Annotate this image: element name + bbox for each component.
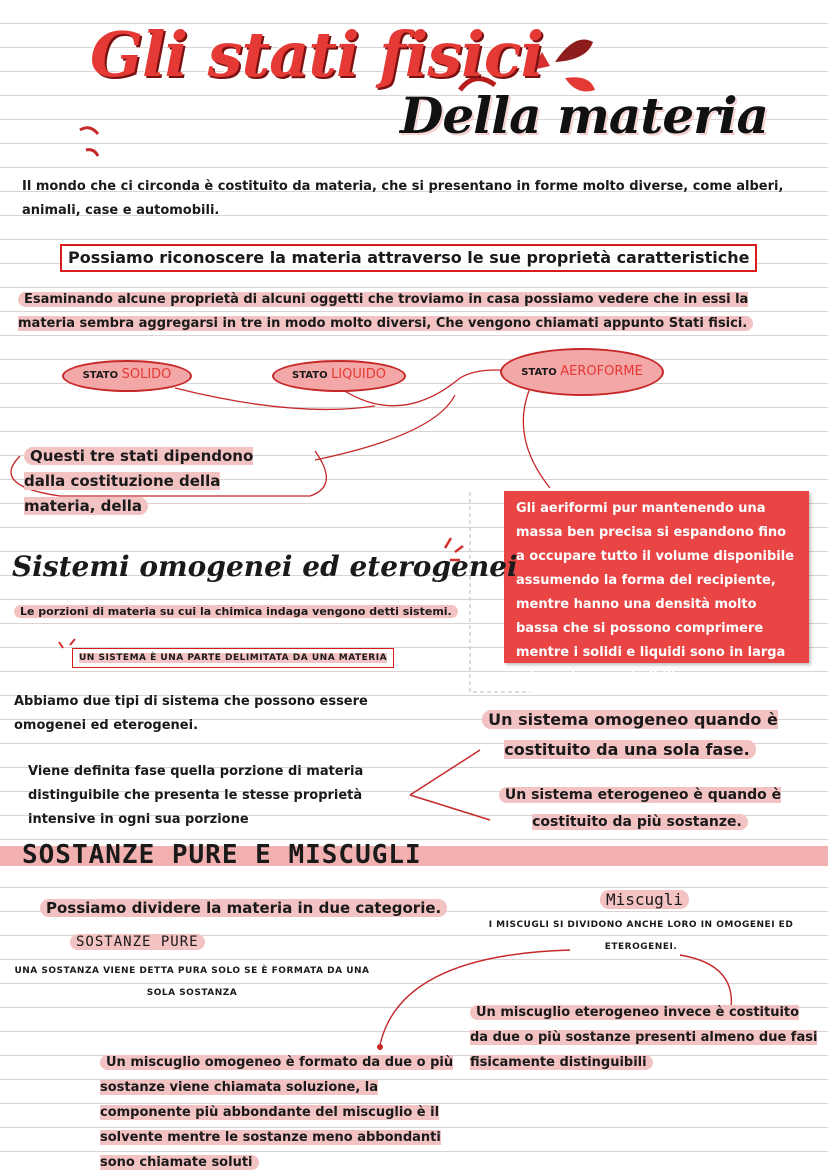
- boxed-statement: Possiamo riconoscere la materia attraverso le sue proprietà caratteristiche: [60, 244, 757, 272]
- fase-definition: Viene definita fase quella porzione di materia distinguibile che presenta le stesse proprietà intensive in ogni sua porzione: [28, 764, 364, 827]
- sistema-omogeneo: Un sistema omogeneo quando è costituito da una sola fase.: [480, 705, 780, 765]
- state-aeroforme: STATO AEROFORME: [500, 348, 664, 396]
- paragraph-stati: [18, 288, 808, 336]
- miscuglio-eterogeneo: Un miscuglio eterogeneo invece è costituito da due o più sostanze presenti almeno due fasi fisicamente distinguibili: [470, 1005, 818, 1070]
- miscuglio-omogeneo: Un miscuglio omogeneo è formato da due o più sostanze viene chiamata soluzione, la componente più abbondante del miscuglio è il solvente mentre le sostanze meno abbondanti sono chiamate soluti: [100, 1055, 454, 1170]
- paragraph-stati-text: Esaminando alcune proprietà di alcuni oggetti che troviamo in casa possiamo vedere che in essi la materia sembra aggregarsi in tre in modo molto diversi, Che vengono chiamati appunto Stati fisici.: [18, 292, 753, 331]
- state-solido: STATO SOLIDO: [62, 360, 192, 392]
- dependence-text: Questi tre stati dipendono dalla costituzione della materia, della: [24, 447, 254, 515]
- page-subtitle: Della materia: [400, 86, 768, 145]
- sistemi-definition: Le porzioni di materia su cui la chimica indaga vengono detti sistemi.: [14, 600, 458, 624]
- page-title: Gli stati fisici: [90, 18, 544, 91]
- sostanze-pure-title: SOSTANZE PURE: [70, 934, 205, 950]
- dependence-note: [24, 444, 294, 519]
- section-title-sistemi: Sistemi omogenei ed eterogenei: [12, 550, 518, 583]
- intro-text: Il mondo che ci circonda è costituito da materia, che si presentano in forme molto diverse, come alberi, animali, case e automobili.: [22, 179, 784, 218]
- miscugli-title: Miscugli: [600, 890, 689, 909]
- sistema-eterogeneo: Un sistema eterogeneo è quando è costituito da più sostanze.: [495, 782, 785, 836]
- sistema-boxed: UN SISTEMA È UNA PARTE DELIMITATA DA UNA MATERIA: [72, 648, 394, 668]
- categorie-text: Possiamo dividere la materia in due categorie.: [40, 896, 447, 920]
- state-liquido: STATO LIQUIDO: [272, 360, 406, 392]
- sistema-types: Abbiamo due tipi di sistema che possono essere omogenei ed eterogenei.: [14, 694, 368, 733]
- intro-paragraph: [22, 175, 812, 223]
- aeriformi-box: Gli aeriformi pur mantenendo una massa ben precisa si espandono fino a occupare tutto il volume disponibile assumendo la forma del recipiente, mentre hanno una densità molto bassa che si possono comprimere mentre i solidi e liquidi sono in larga misura incomprimibili.: [504, 491, 809, 663]
- section-title-sostanze: SOSTANZE PURE E MISCUGLI: [22, 840, 422, 870]
- miscugli-text: I MISCUGLI SI DIVIDONO ANCHE LORO IN OMOGENEI ED ETEROGENEI.: [488, 920, 794, 952]
- sostanze-pure-text: UNA SOSTANZA VIENE DETTA PURA SOLO SE È FORMATA DA UNA SOLA SOSTANZA: [14, 966, 370, 998]
